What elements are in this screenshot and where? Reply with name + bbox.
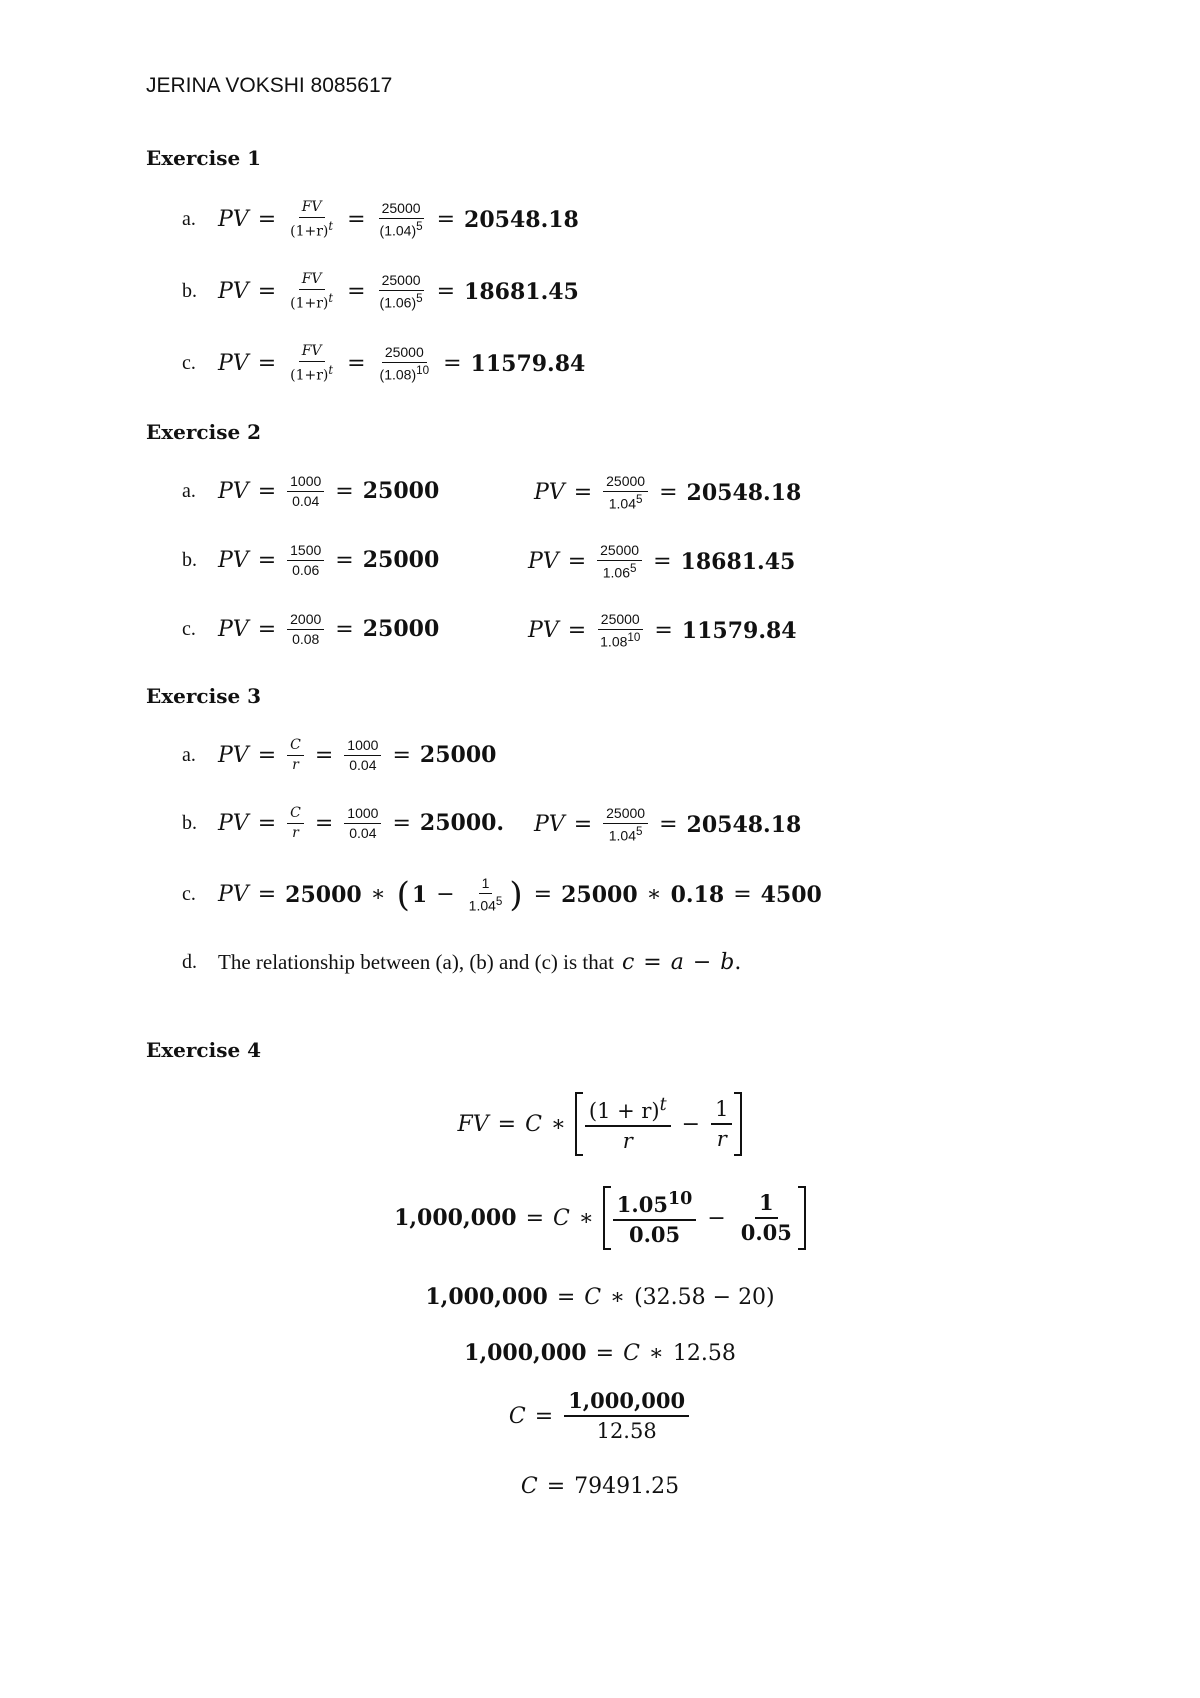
item-label: a. (182, 743, 196, 766)
fraction: $\frac{1000}{0.04}$ (287, 474, 324, 508)
lhs: PV (218, 207, 249, 233)
fraction: $\frac{C}{r}$ (287, 738, 304, 772)
ex3-item-b-second: PV = $\frac{25000}{1.04^5}$ = 20548.18 (534, 805, 802, 844)
ex3-item-a: a. PV = $\frac{C}{r}$ = $\frac{1000}{0.04}$ = 25000 (182, 737, 497, 773)
result: 25000 (362, 478, 440, 505)
item-label: d. (182, 951, 197, 973)
result: 20548.18 (686, 811, 802, 838)
ex2-item-a: a. PV = $\frac{1000}{0.04}$ = 25000 (182, 473, 440, 509)
ex3-item-b: b. PV = $\frac{C}{r}$ = $\frac{1000}{0.04}$ = 25000. (182, 805, 505, 841)
lhs: PV (218, 351, 249, 377)
ex4-parenthesis-line: 1,000,000 = C ∗ (32.58 − 20) (425, 1284, 775, 1310)
relationship-text: The relationship between (a), (b) and (c) is that (218, 950, 614, 974)
exercise-2-heading: Exercise 2 (146, 420, 262, 444)
ex1-item-b: b. PV = $\frac{FV}{(1+r)^t}$ = $\frac{25000}{(1.06)^5}$ = 18681.45 (182, 271, 579, 312)
exercise-1-heading: Exercise 1 (146, 146, 262, 170)
ex1-item-a: a. PV = $\frac{FV}{(1+r)^t}$ = $\frac{25000}{(1.04)^5}$ = 20548.18 (182, 199, 579, 240)
result: 25000 (419, 742, 497, 769)
result: 20548.18 (464, 206, 579, 233)
result: 18681.45 (464, 278, 579, 305)
result: 25000 (362, 547, 440, 574)
ex4-substitution-line: 1,000,000 = C ∗ $\frac{1.05^{10}}{0.05}$ − $\frac{1}{0.05}$ (0, 1186, 1200, 1250)
fraction: $\frac{1,000,000}{12.58}$ (564, 1390, 689, 1442)
exercise-4-heading: Exercise 4 (146, 1038, 262, 1062)
fraction: $\frac{2000}{0.08}$ (287, 612, 324, 646)
fraction: $\frac{1}{0.05}$ (740, 1190, 792, 1246)
fraction: $\frac{25000}{1.08^{10}}$ (597, 612, 643, 649)
fraction: $\frac{FV}{(1+r)^t}$ (290, 199, 334, 240)
fraction: $\frac{(1 + r)^t}{r}$ (585, 1096, 671, 1152)
result: 4500 (760, 881, 822, 908)
item-label: a. (182, 479, 196, 502)
item-label: c. (182, 883, 196, 906)
result: 18681.45 (680, 548, 796, 575)
result: 11579.84 (470, 350, 586, 377)
item-label: c. (182, 617, 196, 640)
item-label: c. (182, 352, 196, 375)
ex4-product-line: 1,000,000 = C ∗ 12.58 (464, 1340, 736, 1366)
result: 25000. (419, 810, 505, 837)
result: 11579.84 (681, 617, 797, 644)
ex2-item-b-second: PV = $\frac{25000}{1.06^5}$ = 18681.45 (528, 542, 796, 581)
result: 25000 (362, 616, 440, 643)
fraction: $\frac{1000}{0.04}$ (344, 806, 381, 840)
fraction: $\frac{C}{r}$ (287, 806, 304, 840)
ex2-item-b: b. PV = $\frac{1500}{0.06}$ = 25000 (182, 542, 440, 578)
fraction: $\frac{1.05^{10}}{0.05}$ (613, 1190, 697, 1246)
fraction: $\frac{1500}{0.06}$ (287, 543, 324, 577)
lhs: PV (218, 279, 249, 305)
result: 79491.25 (574, 1474, 680, 1499)
result: 20548.18 (686, 479, 802, 506)
ex2-item-c: c. PV = $\frac{2000}{0.08}$ = 25000 (182, 611, 440, 647)
item-label: b. (182, 548, 197, 571)
ex2-item-c-second: PV = $\frac{25000}{1.08^{10}}$ = 11579.84 (528, 611, 797, 650)
ex2-item-a-second: PV = $\frac{25000}{1.04^5}$ = 20548.18 (534, 473, 802, 512)
ex3-item-c: c. PV = 25000 ∗ ( 1 − $\frac{1}{1.04^5}$ ) = 25000 ∗ 0.18 = 4500 (182, 874, 822, 915)
fraction: $\frac{1000}{0.04}$ (344, 738, 381, 772)
item-label: b. (182, 811, 197, 834)
item-label: a. (182, 208, 196, 231)
fraction: $\frac{FV}{(1+r)^t}$ (290, 271, 334, 312)
fraction: $\frac{25000}{1.04^5}$ (603, 474, 648, 511)
fraction: $\frac{25000}{(1.08)^{10}}$ (379, 344, 430, 383)
ex3-item-d: d. The relationship between (a), (b) and (c) is that c = a − b . (182, 950, 742, 975)
author-header: JERINA VOKSHI 8085617 (146, 74, 393, 97)
exercise-3-heading: Exercise 3 (146, 684, 262, 708)
fraction: $\frac{25000}{1.04^5}$ (603, 806, 648, 843)
item-label: b. (182, 280, 197, 303)
fraction: $\frac{25000}{(1.06)^5}$ (379, 272, 423, 311)
ex4-formula-line: FV = C ∗ $\frac{(1 + r)^t}{r}$ − $\frac{1}{r}$ (0, 1092, 1200, 1156)
fraction: $\frac{1}{1.04^5}$ (468, 875, 503, 914)
fraction: $\frac{25000}{1.06^5}$ (597, 543, 642, 580)
ex4-result-line: C = 79491.25 (520, 1474, 680, 1499)
fraction: $\frac{FV}{(1+r)^t}$ (290, 343, 334, 384)
ex1-item-c: c. PV = $\frac{FV}{(1+r)^t}$ = $\frac{25000}{(1.08)^{10}}$ = 11579.84 (182, 343, 586, 384)
fraction: $\frac{25000}{(1.04)^5}$ (379, 200, 423, 239)
fraction: $\frac{1}{r}$ (711, 1098, 732, 1150)
ex4-division-line: C = $\frac{1,000,000}{12.58}$ (0, 1390, 1200, 1442)
